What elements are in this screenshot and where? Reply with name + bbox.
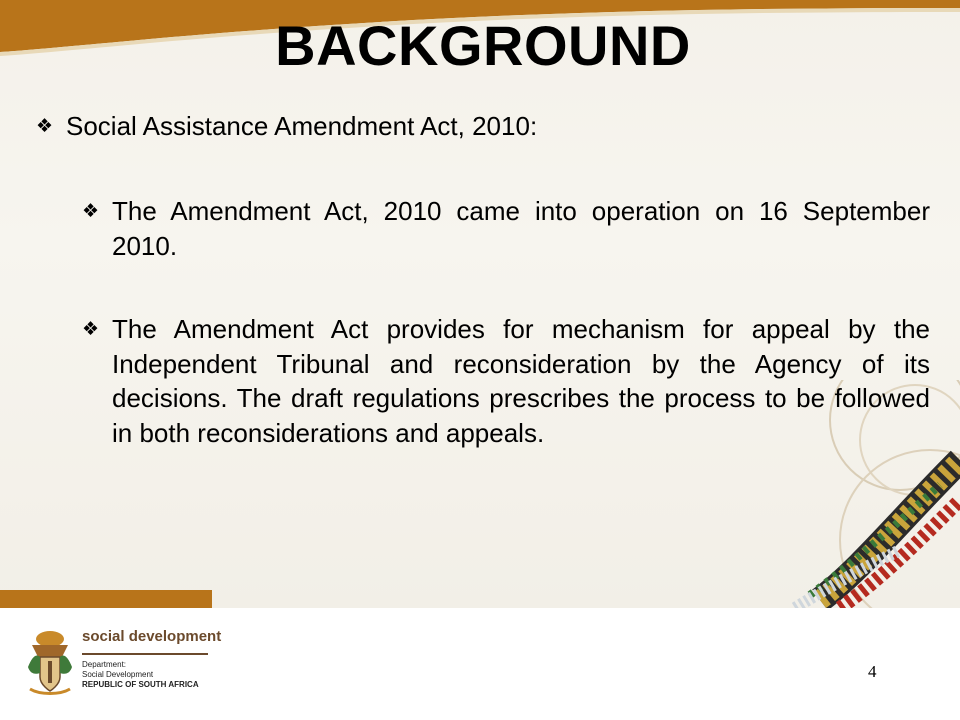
sub-bullet-item [82,194,930,263]
footer-accent-bar [0,590,212,608]
diamond-bullet-icon: ❖ [82,200,100,222]
bullet-item [36,110,537,142]
diamond-bullet-icon: ❖ [82,318,100,340]
sub-bullet-text: The Amendment Act provides for mechanism for appeal by the Independent Tribunal and reconsideration by the Agency of its decisions. The draft regulations prescribes the process to be followed in both reconsiderations and appeals. [112,314,930,448]
brand-name: social development [82,628,222,645]
sub-bullet-text: The Amendment Act, 2010 came into operation on 16 September 2010. [112,196,930,261]
brand-divider [82,653,208,655]
bullet-text: Social Assistance Amendment Act, 2010: [66,111,538,141]
coat-of-arms-icon [22,627,78,697]
slide-title: BACKGROUND [275,14,691,77]
department-name: Social Development [82,670,154,679]
page-number: 4 [868,662,877,681]
department-label: Department: [82,660,127,669]
department-block [82,660,199,690]
country-name: REPUBLIC OF SOUTH AFRICA [82,680,199,689]
sub-bullet-item [82,312,930,450]
diamond-bullet-icon: ❖ [36,115,54,137]
